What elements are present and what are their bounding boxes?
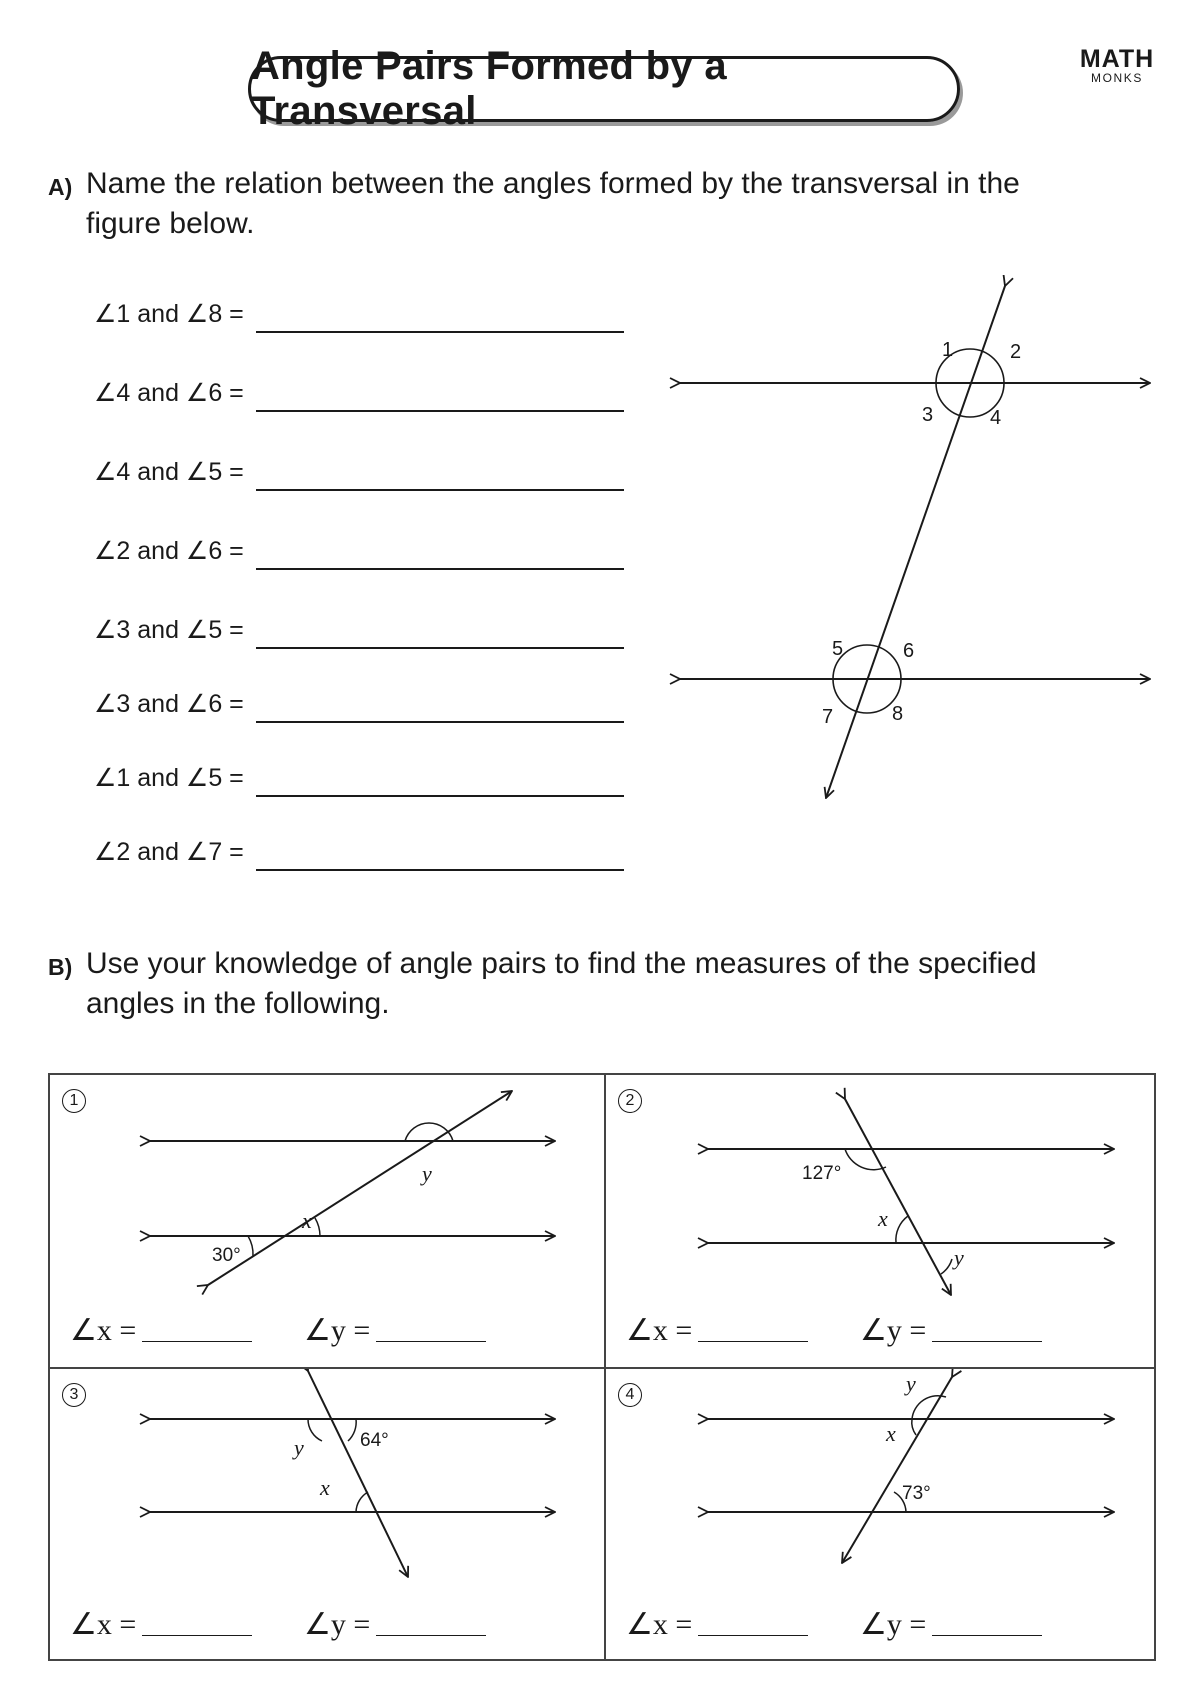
answer-x-label: ∠x =	[626, 1314, 693, 1347]
page-title: Angle Pairs Formed by a Transversal	[251, 44, 727, 133]
angle-arc-x	[315, 1218, 320, 1236]
answer-y-label: ∠y =	[304, 1608, 371, 1641]
question-row	[94, 835, 624, 871]
angle-label-2: 2	[1010, 341, 1022, 363]
problem-cell-4	[606, 1369, 1158, 1661]
angle-arc-y	[941, 1259, 952, 1274]
angle-arc-30	[248, 1236, 253, 1256]
logo-sub-text: MONKS	[1090, 71, 1143, 85]
answer-y	[304, 1607, 486, 1642]
angle-label-8: 8	[892, 703, 904, 725]
question-row	[94, 534, 624, 570]
answer-y-label: ∠y =	[304, 1314, 371, 1347]
question-label: ∠2 and ∠6 =	[94, 537, 244, 565]
answer-x-blank[interactable]	[142, 1634, 252, 1636]
answer-y-blank[interactable]	[376, 1340, 486, 1342]
y-label: y	[422, 1161, 432, 1186]
answer-x	[626, 1313, 808, 1348]
question-label: ∠1 and ∠8 =	[94, 300, 244, 328]
question-row	[94, 687, 624, 723]
angle-arc-x	[912, 1419, 916, 1435]
section-a-prompt-line1: Name the relation between the angles formed by the transversal in the	[86, 167, 1020, 200]
answer-x-blank[interactable]	[698, 1634, 808, 1636]
problem-number: 4	[618, 1383, 642, 1407]
answer-x-label: ∠x =	[70, 1314, 137, 1347]
answer-x	[70, 1607, 252, 1642]
section-a-label: A)	[48, 174, 73, 200]
problem-number: 3	[62, 1383, 86, 1407]
transversal-line	[826, 286, 1005, 798]
section-b-prompt-line2: angles in the following.	[86, 987, 390, 1020]
question-label: ∠4 and ∠6 =	[94, 379, 244, 407]
answer-line[interactable]	[256, 647, 624, 649]
x-label: x	[320, 1475, 330, 1500]
question-label: ∠3 and ∠6 =	[94, 690, 244, 718]
angle-arc-64	[348, 1419, 356, 1441]
answer-line[interactable]	[256, 869, 624, 871]
answer-y-blank[interactable]	[932, 1340, 1042, 1342]
answer-y-label: ∠y =	[860, 1608, 927, 1641]
x-label: x	[886, 1421, 896, 1446]
question-row	[94, 455, 624, 491]
answer-y-blank[interactable]	[376, 1634, 486, 1636]
angle-label-1: 1	[942, 339, 954, 361]
angle-label-7: 7	[822, 706, 834, 728]
problem-cell-2	[606, 1075, 1158, 1367]
transversal-figure	[660, 275, 1180, 815]
angle-arc-y	[405, 1123, 453, 1141]
answer-x-blank[interactable]	[698, 1340, 808, 1342]
logo-main-text: MATH	[1079, 45, 1155, 73]
answer-y	[860, 1313, 1042, 1348]
angle-label-4: 4	[990, 407, 1002, 429]
given-angle-label: 73°	[902, 1483, 931, 1504]
logo	[1072, 46, 1162, 84]
x-label: x	[878, 1206, 888, 1231]
angle-label-6: 6	[903, 640, 915, 662]
angle-label-3: 3	[922, 404, 934, 426]
answer-line[interactable]	[256, 489, 624, 491]
answer-x	[626, 1607, 808, 1642]
y-label: y	[906, 1371, 916, 1396]
section-b-label: B)	[48, 954, 73, 980]
answer-line[interactable]	[256, 721, 624, 723]
answer-y	[304, 1313, 486, 1348]
problems-grid	[48, 1073, 1156, 1661]
question-label: ∠4 and ∠5 =	[94, 458, 244, 486]
answer-x-blank[interactable]	[142, 1340, 252, 1342]
angle-arc-y	[308, 1419, 322, 1441]
problem-number: 1	[62, 1089, 86, 1113]
section-a-prompt	[86, 164, 1106, 244]
question-label: ∠1 and ∠5 =	[94, 764, 244, 792]
problem-cell-1	[50, 1075, 602, 1367]
section-b-prompt-line1: Use your knowledge of angle pairs to find the measures of the specified	[86, 947, 1037, 980]
transversal-line	[308, 1371, 408, 1577]
y-label: y	[294, 1435, 304, 1460]
question-row	[94, 613, 624, 649]
transversal-line	[845, 1099, 951, 1295]
section-a-prompt-line2: figure below.	[86, 207, 255, 240]
problem-cell-3	[50, 1369, 602, 1661]
title-banner	[248, 44, 960, 133]
question-row	[94, 761, 624, 797]
transversal-line	[842, 1377, 952, 1563]
x-label: x	[302, 1208, 312, 1233]
question-row	[94, 376, 624, 412]
question-label: ∠2 and ∠7 =	[94, 838, 244, 866]
answer-line[interactable]	[256, 410, 624, 412]
angle-arc-x	[896, 1216, 908, 1243]
answer-x-label: ∠x =	[626, 1608, 693, 1641]
problem-number: 2	[618, 1089, 642, 1113]
question-row	[94, 297, 624, 333]
answer-y-blank[interactable]	[932, 1634, 1042, 1636]
answer-x	[70, 1313, 252, 1348]
given-angle-label: 30°	[212, 1245, 241, 1266]
answer-y	[860, 1607, 1042, 1642]
answer-line[interactable]	[256, 568, 624, 570]
question-label: ∠3 and ∠5 =	[94, 616, 244, 644]
answer-y-label: ∠y =	[860, 1314, 927, 1347]
answer-line[interactable]	[256, 795, 624, 797]
angle-arc-127	[845, 1149, 886, 1170]
answer-line[interactable]	[256, 331, 624, 333]
angle-arc-x	[356, 1492, 368, 1512]
angle-label-5: 5	[832, 638, 844, 660]
section-b-prompt	[86, 944, 1106, 1024]
given-angle-label: 127°	[802, 1163, 842, 1184]
answer-x-label: ∠x =	[70, 1608, 137, 1641]
y-label: y	[954, 1245, 964, 1270]
given-angle-label: 64°	[360, 1430, 389, 1451]
